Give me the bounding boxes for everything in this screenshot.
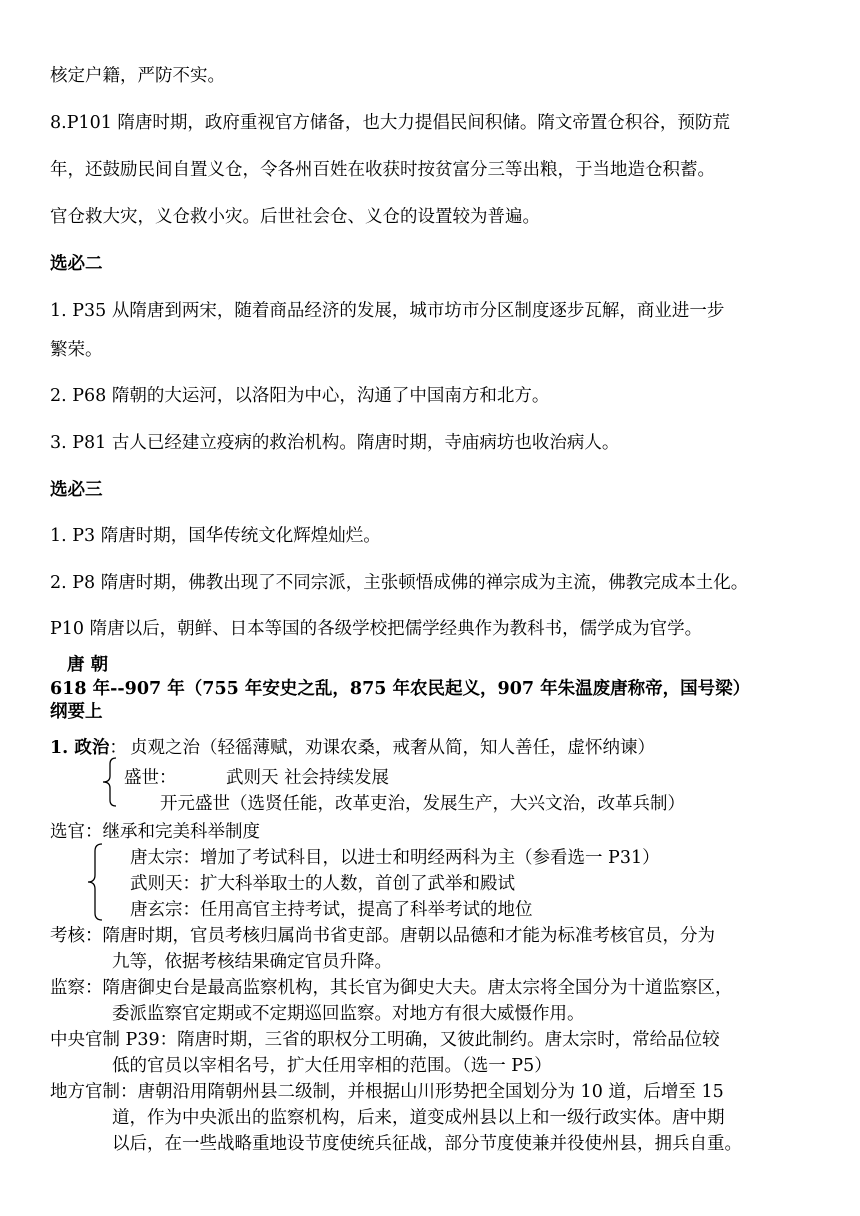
section-heading: 选必二 — [50, 254, 103, 274]
kaiyuan-text: 开元盛世（选贤任能，改革吏治，发展生产，大兴文治，改革兵制） — [160, 794, 685, 814]
jiancha-text: 监察：隋唐御史台是最高监察机构，其长官为御史大夫。唐太宗将全国分为十道监察区， — [50, 978, 733, 998]
kaohe-text: 考核：隋唐时期，官员考核归属尚书省吏部。唐朝以品德和才能为标准考核官员，分为 — [50, 926, 715, 946]
text-line: 2. P8 隋唐时期，佛教出现了不同宗派，主张顿悟成佛的禅宗成为主流，佛教完成本土化。 — [50, 573, 749, 593]
text-line: 繁荣。 — [50, 340, 103, 360]
difang-text-cont: 以后，在一些战略重地设节度使统兵征战，部分节度使兼并役使州县，拥兵自重。 — [112, 1134, 742, 1154]
text-line: 核定户籍，严防不实。 — [50, 66, 225, 86]
politics-colon: ： — [109, 738, 127, 758]
difang-text: 地方官制：唐朝沿用隋朝州县二级制，并根据山川形势把全国划分为 10 道，后增至 15 — [50, 1082, 724, 1102]
zhenguan-text: 贞观之治（轻徭薄赋，劝课农桑，戒奢从简，知人善任，虚怀纳谏） — [130, 738, 655, 758]
text-line: 官仓救大灾，义仓救小灾。后世社会仓、义仓的设置较为普遍。 — [50, 207, 540, 227]
xuanzong-text: 唐玄宗：任用高官主持考试，提高了科举考试的地位 — [130, 900, 533, 920]
kaohe-text-cont: 九等，依据考核结果确定官员升降。 — [112, 952, 392, 972]
dynasty-title: 唐 朝 — [67, 655, 109, 675]
text-line: 年，还鼓励民间自置义仓，令各州百姓在收获时按贫富分三等出粮，于当地造仓积蓄。 — [50, 160, 715, 180]
text-line: 3. P81 古人已经建立疫病的救治机构。隋唐时期，寺庙病坊也收治病人。 — [50, 433, 620, 453]
taizong-text: 唐太宗：增加了考试科目，以进士和明经两科为主（参看选一 P31） — [130, 848, 660, 868]
wuzetian-exam-text: 武则天：扩大科举取士的人数，首创了武举和殿试 — [130, 874, 515, 894]
section-heading: 选必三 — [50, 480, 103, 500]
text-line: 8.P101 隋唐时期，政府重视官方储备，也大力提倡民间积储。隋文帝置仓积谷，预防荒 — [50, 113, 730, 133]
text-line: 1. P3 隋唐时期，国华传统文化辉煌灿烂。 — [50, 526, 381, 546]
politics-label: 1. 政治 — [50, 738, 110, 758]
outline-heading: 纲要上 — [50, 702, 103, 722]
xuanguan-text: 选官：继承和完美科举制度 — [50, 822, 260, 842]
zhongyang-text: 中央官制 P39：隋唐时期，三省的职权分工明确，又彼此制约。唐太宗时，常给品位较 — [50, 1030, 720, 1050]
text-line: 1. P35 从隋唐到两宋，随着商品经济的发展，城市坊市分区制度逐步瓦解，商业进一步 — [50, 301, 725, 321]
wuzetian-text: 武则天 社会持续发展 — [226, 768, 390, 788]
text-line: 2. P68 隋朝的大运河，以洛阳为中心，沟通了中国南方和北方。 — [50, 386, 550, 406]
shengshi-label: 盛世： — [124, 768, 177, 788]
jiancha-text-cont: 委派监察官定期或不定期巡回监察。对地方有很大威慑作用。 — [112, 1004, 585, 1024]
dynasty-period: 618 年--907 年（755 年安史之乱，875 年农民起义，907 年朱温废唐称帝，国号梁） — [50, 679, 751, 699]
text-line: P10 隋唐以后，朝鲜、日本等国的各级学校把儒学经典作为教科书，儒学成为官学。 — [50, 619, 703, 639]
difang-text-cont: 道，作为中央派出的监察机构，后来，道变成州县以上和一级行政实体。唐中期 — [112, 1108, 725, 1128]
curly-brace-icon — [84, 842, 106, 922]
zhongyang-text-cont: 低的官员以宰相名号，扩大任用宰相的范围。（选一 P5） — [112, 1056, 552, 1076]
curly-brace-icon — [98, 756, 120, 808]
